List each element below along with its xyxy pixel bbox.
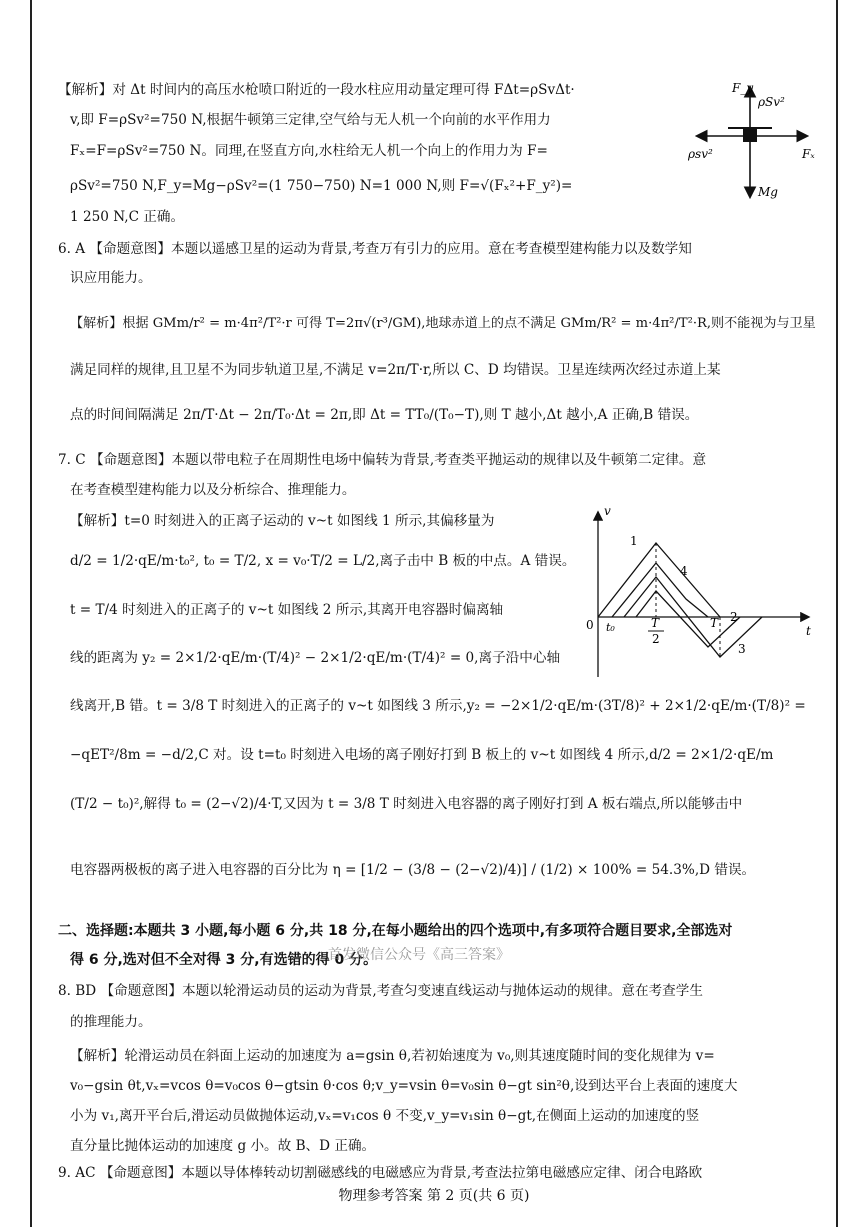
text-line: Fₓ=F=ρSv²=750 N。同理,在竖直方向,水柱给无人机一个向上的作用力为 F= [70,143,548,159]
text-line: 【解析】t=0 时刻进入的正离子运动的 v~t 如图线 1 所示,其偏移量为 [70,513,495,529]
text-line: 【解析】对 Δt 时间内的高压水枪喷口附近的一段水柱应用动量定理可得 FΔt=ρSvΔt· [58,82,575,98]
label-fy: F_y [732,81,754,95]
question-7-heading: 7. C 【命题意图】本题以带电粒子在周期性电场中偏转为背景,考查类平抛运动的规律以及牛顿第二定律。意 [58,452,707,468]
text-line: −qET²/8m = −d/2,C 对。设 t=t₀ 时刻进入电场的离子刚好打到 B 板上的 v~t 如图线 4 所示,d/2 = 2×1/2·qE/m [70,747,774,763]
page-border-left [30,0,32,1227]
question-8-heading: 8. BD 【命题意图】本题以轮滑运动员的运动为背景,考查匀变速直线运动与抛体运动的规律。意在考查学生 [58,983,703,999]
curve-label-2: 2 [730,610,738,624]
text-line: 点的时间间隔满足 2π/T·Δt − 2π/T₀·Δt = 2π,即 Δt = TT₀/(T₀−T),则 T 越小,Δt 越小,A 正确,B 错误。 [70,407,699,423]
label-half-T-num: T [651,616,660,630]
text-line: 在考查模型建构能力以及分析综合、推理能力。 [70,482,356,498]
text-line: ρSv²=750 N,F_y=Mg−ρSv²=(1 750−750) N=1 000 N,则 F=√(Fₓ²+F_y²)= [70,178,573,194]
text-line: 直分量比抛体运动的加速度 g 小。故 B、D 正确。 [70,1138,376,1154]
line-2 [612,563,708,617]
page-footer: 物理参考答案 第 2 页(共 6 页) [338,1188,530,1204]
watermark: 首发微信公众号《高三答案》 [328,947,510,963]
label-up-force: ρSv² [758,95,785,109]
section-heading: 得 6 分,选对但不全对得 3 分,有选错的得 0 分。 [70,952,378,968]
page-border-right [836,0,838,1227]
curve-label-4: 4 [680,564,688,578]
text-line: 识应用能力。 [70,270,152,286]
question-6-heading: 6. A 【命题意图】本题以遥感卫星的运动为背景,考查万有引力的应用。意在考查模型建构能力以及数学知 [58,241,692,257]
text-line: 的推理能力。 [70,1014,152,1030]
text-line: 线离开,B 错。t = 3/8 T 时刻进入的正离子的 v~t 如图线 3 所示,y₂ = −2×1/2·qE/m·(3T/8)² + 2×1/2·qE/m·(T/8)² = [70,698,806,714]
section-heading: 二、选择题:本题共 3 小题,每小题 6 分,共 18 分,在每小题给出的四个选项中,有多项符合题目要求,全部选对 [58,923,733,939]
text-line: v,即 F=ρSv²=750 N,根据牛顿第三定律,空气给与无人机一个向前的水平作用力 [70,112,551,128]
text-line: 1 250 N,C 正确。 [70,209,185,225]
text-line: (T/2 − t₀)²,解得 t₀ = (2−√2)/4·T,又因为 t = 3/8 T 时刻进入电容器的离子刚好打到 A 板右端点,所以能够击中 [70,796,743,812]
label-left-force: ρsv² [688,147,713,161]
label-origin: 0 [586,618,594,632]
label-half-T-den: 2 [652,632,660,646]
force-diagram [688,78,828,212]
text-line: v₀−gsin θt,vₓ=vcos θ=v₀cos θ−gtsin θ·cos θ;v_y=vsin θ=v₀sin θ−gt sin²θ,设到达平台上表面的速度大 [70,1078,738,1094]
text-line: 【解析】轮滑运动员在斜面上运动的加速度为 a=gsin θ,若初始速度为 v₀,则其速度随时间的变化规律为 v= [70,1048,715,1064]
text-line: t = T/4 时刻进入的正离子的 v~t 如图线 2 所示,其离开电容器时偏离轴 [70,602,504,618]
label-T: T [710,616,719,630]
text-line: 电容器两极板的离子进入电容器的百分比为 η = [1/2 − (3/8 − (2−√2)/4)] / (1/2) × 100% = 54.3%,D 错误。 [70,862,756,878]
label-t0: t₀ [606,621,615,634]
label-v: v [604,505,611,518]
text-line: 小为 v₁,离开平台后,滑运动员做抛体运动,vₓ=v₁cos θ 不变,v_y=v₁sin θ−gt,在侧面上运动的加速度的竖 [70,1108,700,1124]
text-line: d/2 = 1/2·qE/m·t₀², t₀ = T/2, x = v₀·T/2 = L/2,离子击中 B 板的中点。A 错误。 [70,553,576,569]
drone-body [743,128,757,142]
text-line: 满足同样的规律,且卫星不为同步轨道卫星,不满足 v=2π/T·r,所以 C、D 均错误。卫星连续两次经过赤道上某 [70,362,721,378]
label-fx: Fₓ [802,147,815,161]
label-mg: Mg [758,185,778,199]
label-t: t [806,624,811,638]
vt-graph [578,505,818,685]
text-line: 【解析】根据 GMm/r² = m·4π²/T²·r 可得 T=2π√(r³/GM),地球赤道上的点不满足 GMm/R² = m·4π²/T²·R,则不能视为与卫星 [70,316,816,331]
curve-label-3: 3 [738,642,746,656]
text-line: 线的距离为 y₂ = 2×1/2·qE/m·(T/4)² − 2×1/2·qE/m·(T/4)² = 0,离子沿中心轴 [70,650,561,666]
curve-label-1: 1 [630,534,638,548]
question-9-heading: 9. AC 【命题意图】本题以导体棒转动切割磁感线的电磁感应为背景,考查法拉第电磁感应定律、闭合电路欧 [58,1165,703,1181]
